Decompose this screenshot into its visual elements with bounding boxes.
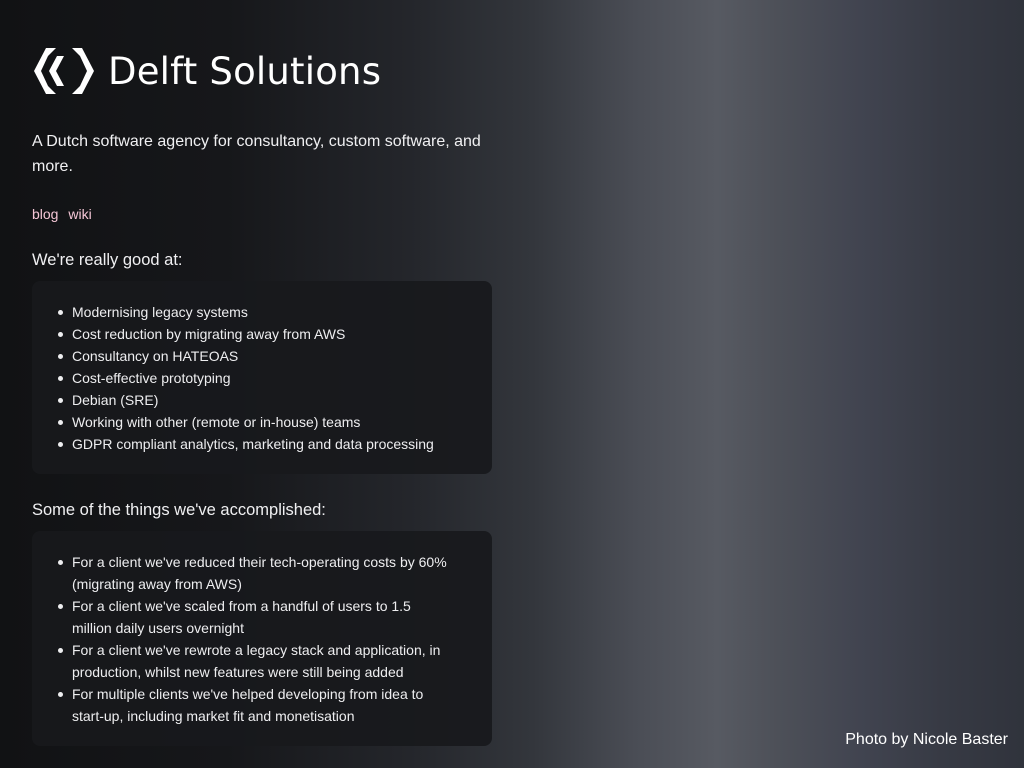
- accomplishment-item: For multiple clients we've helped developing from idea to start-up, including market fit and monetisation: [58, 683, 448, 727]
- skills-heading: We're really good at:: [32, 251, 183, 269]
- hexagon-chevrons-logo-icon: [32, 44, 96, 98]
- wiki-link[interactable]: wiki: [68, 206, 92, 222]
- skill-item: Cost-effective prototyping: [58, 367, 434, 389]
- accomplishment-item: For a client we've rewrote a legacy stack and application, in production, whilst new features were still being added: [58, 639, 448, 683]
- accomplishment-item: For a client we've scaled from a handful of users to 1.5 million daily users overnight: [58, 595, 448, 639]
- accomplishments-card: [32, 531, 492, 746]
- skills-card: [32, 281, 492, 474]
- photo-credit: Photo by Nicole Baster: [845, 731, 1008, 748]
- blog-link[interactable]: blog: [32, 206, 59, 222]
- skill-item: Cost reduction by migrating away from AWS: [58, 323, 434, 345]
- accomplishment-item: For a client we've reduced their tech-operating costs by 60% (migrating away from AWS): [58, 551, 448, 595]
- skill-item: Consultancy on HATEOAS: [58, 345, 434, 367]
- tagline: A Dutch software agency for consultancy, custom software, and more.: [32, 133, 481, 175]
- skill-item: Debian (SRE): [58, 389, 434, 411]
- accomplishments-list: [58, 551, 448, 727]
- brand-header: [32, 44, 381, 98]
- header-links: [32, 205, 98, 223]
- skill-item: Working with other (remote or in-house) teams: [58, 411, 434, 433]
- skill-item: Modernising legacy systems: [58, 301, 434, 323]
- accomplishments-heading: Some of the things we've accomplished:: [32, 501, 326, 519]
- skills-list: [58, 301, 434, 455]
- skill-item: GDPR compliant analytics, marketing and data processing: [58, 433, 434, 455]
- brand-name: Delft Solutions: [108, 49, 382, 93]
